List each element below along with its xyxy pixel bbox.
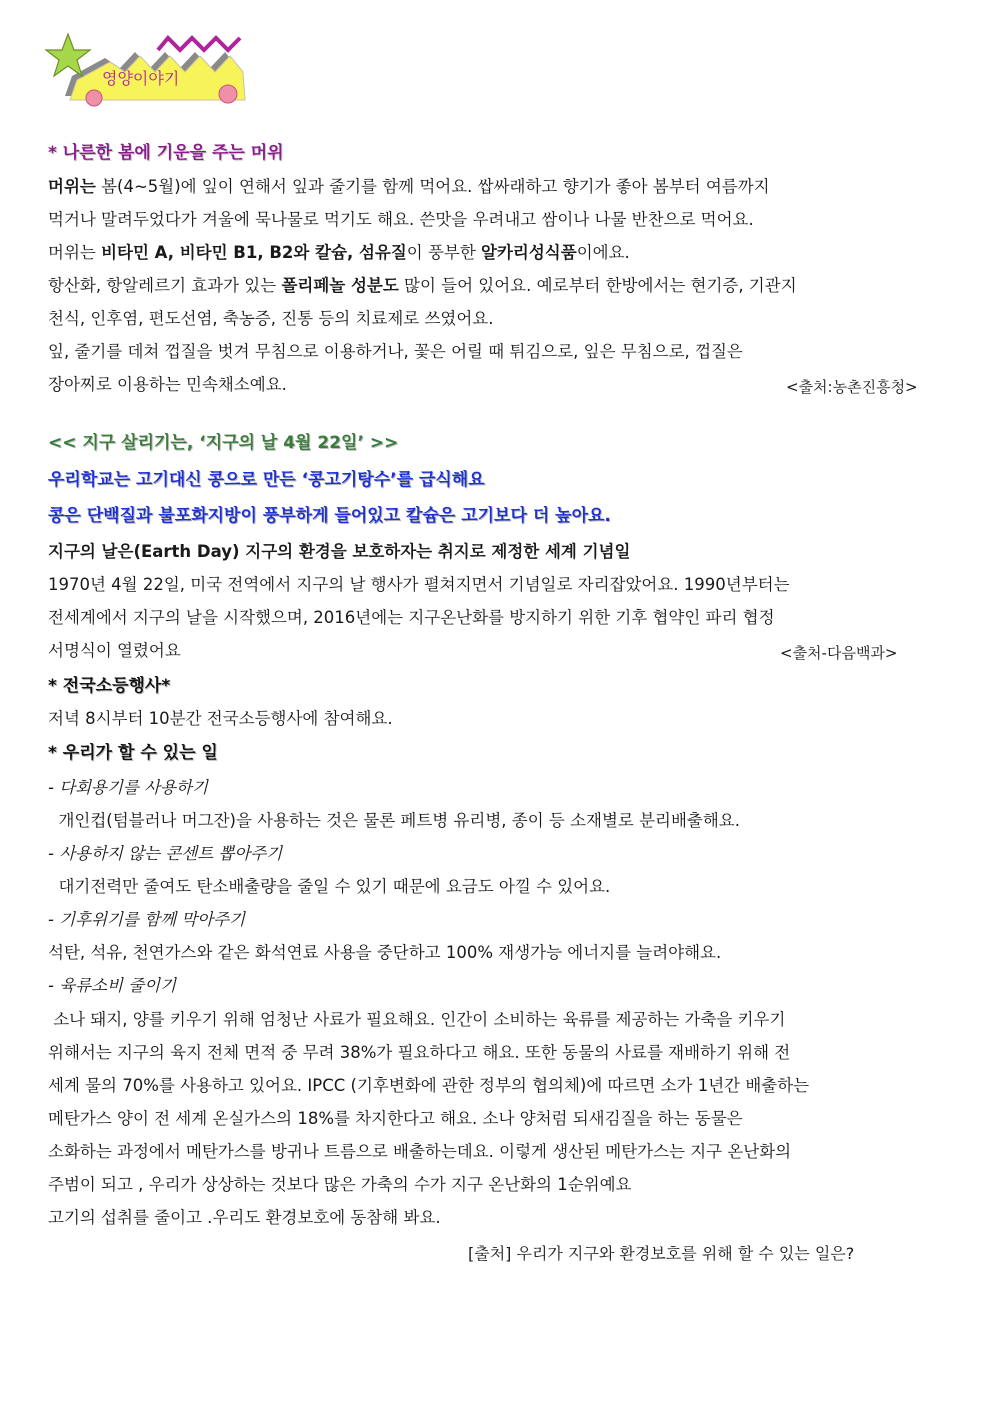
paragraph-line: 메탄가스 양이 전 세계 온실가스의 18%를 차지한다고 해요. 소나 양처럼 되새김질을 하는 동물은 <box>48 1109 743 1128</box>
badge-title: 영양이야기 <box>102 69 180 88</box>
list-item-title: - 사용하지 않는 콘센트 뽑아주기 <box>48 844 283 863</box>
paragraph-line: 천식, 인후염, 편도선염, 축농증, 진통 등의 치료제로 쓰였어요. <box>48 309 494 328</box>
paragraph-line: 서명식이 열렸어요 <box>48 641 181 660</box>
source-citation: <출처:농촌진흥청> <box>786 378 918 396</box>
paragraph-line: 주범이 되고 , 우리가 상상하는 것보다 많은 가축의 수가 지구 온난화의 1순위예요 <box>48 1175 632 1194</box>
paragraph-line: 소나 돼지, 양를 키우기 위해 엄청난 사료가 필요해요. 인간이 소비하는 육류를 제공하는 가축을 키우기 <box>48 1010 786 1029</box>
list-item-text: 개인컵(텀블러나 머그잔)을 사용하는 것은 물론 페트병 유리병, 종이 등 소재별로 분리배출해요. <box>48 811 740 830</box>
section-heading-earth-day: << 지구 살리기는, ‘지구의 날 4월 22일’ >> <box>48 433 399 453</box>
bold-line: 지구의 날은(Earth Day) 지구의 환경을 보호하자는 취지로 제정한 세계 기념일 <box>48 542 631 561</box>
section-heading-butterbur: * 나른한 봄에 기운을 주는 머위 <box>48 143 284 163</box>
paragraph-line: 소화하는 과정에서 메탄가스를 방귀나 트름으로 배출하는데요. 이렇게 생산된 메탄가스는 지구 온난화의 <box>48 1142 792 1161</box>
paragraph-line: 장아찌로 이용하는 민속채소예요. <box>48 375 287 394</box>
list-item-title: - 다회용기를 사용하기 <box>48 778 208 797</box>
paragraph-line: 머위는 비타민 A, 비타민 B1, B2와 칼슘, 섬유질이 풍부한 알카리성식품이에요. <box>48 243 630 262</box>
list-item-text: 대기전력만 줄여도 탄소배출량을 줄일 수 있기 때문에 요금도 아낄 수 있어요. <box>48 877 611 896</box>
paragraph-line: 고기의 섭취를 줄이고 .우리도 환경보호에 동참해 봐요. <box>48 1208 441 1227</box>
paragraph-line: 저녁 8시부터 10분간 전국소등행사에 참여해요. <box>48 709 393 728</box>
section-heading-what-we-can-do: * 우리가 할 수 있는 일 <box>48 743 218 763</box>
list-item-title: - 육류소비 줄이기 <box>48 976 177 995</box>
source-citation: [출처] 우리가 지구와 환경보호를 위해 할 수 있는 일은? <box>468 1244 855 1263</box>
paragraph-line: 1970년 4월 22일, 미국 전역에서 지구의 날 행사가 펼쳐지면서 기념일로 자리잡았어요. 1990년부터는 <box>48 575 790 594</box>
section-heading-lights-off: * 전국소등행사* <box>48 676 171 696</box>
list-item-text: 석탄, 석유, 천연가스와 같은 화석연료 사용을 중단하고 100% 재생가능 에너지를 늘려야해요. <box>48 943 722 962</box>
paragraph-line: 전세계에서 지구의 날을 시작했으며, 2016년에는 지구온난화를 방지하기 위한 기후 협약인 파리 협정 <box>48 608 775 627</box>
paragraph-line: 항산화, 항알레르기 효과가 있는 폴리페놀 성분도 많이 들어 있어요. 예로부터 한방에서는 현기증, 기관지 <box>48 276 797 295</box>
source-citation: <출처-다음백과> <box>780 644 898 662</box>
list-item-title: - 기후위기를 함께 막아주기 <box>48 910 246 929</box>
highlight-line: 콩은 단백질과 불포화지방이 풍부하게 들어있고 칼슘은 고기보다 더 높아요. <box>48 506 611 526</box>
paragraph-line: 머위는 봄(4~5월)에 잎이 연해서 잎과 줄기를 함께 먹어요. 쌉싸래하고 향기가 좋아 봄부터 여름까지 <box>48 177 770 196</box>
paragraph-line: 잎, 줄기를 데쳐 껍질을 벗겨 무침으로 이용하거나, 꽃은 어릴 때 튀김으로, 잎은 무침으로, 껍질은 <box>48 342 743 361</box>
nutrition-story-badge <box>40 30 250 112</box>
paragraph-line: 위해서는 지구의 육지 전체 면적 중 무려 38%가 필요하다고 해요. 또한 동물의 사료를 재배하기 위해 전 <box>48 1043 791 1062</box>
highlight-line: 우리학교는 고기대신 콩으로 만든 ‘콩고기탕수’를 급식해요 <box>48 470 485 490</box>
paragraph-line: 세계 물의 70%를 사용하고 있어요. IPCC (기후변화에 관한 정부의 협의체)에 따르면 소가 1년간 배출하는 <box>48 1076 810 1095</box>
paragraph-line: 먹거나 말려두었다가 겨울에 묵나물로 먹기도 해요. 쓴맛을 우려내고 쌈이나 나물 반찬으로 먹어요. <box>48 210 754 229</box>
